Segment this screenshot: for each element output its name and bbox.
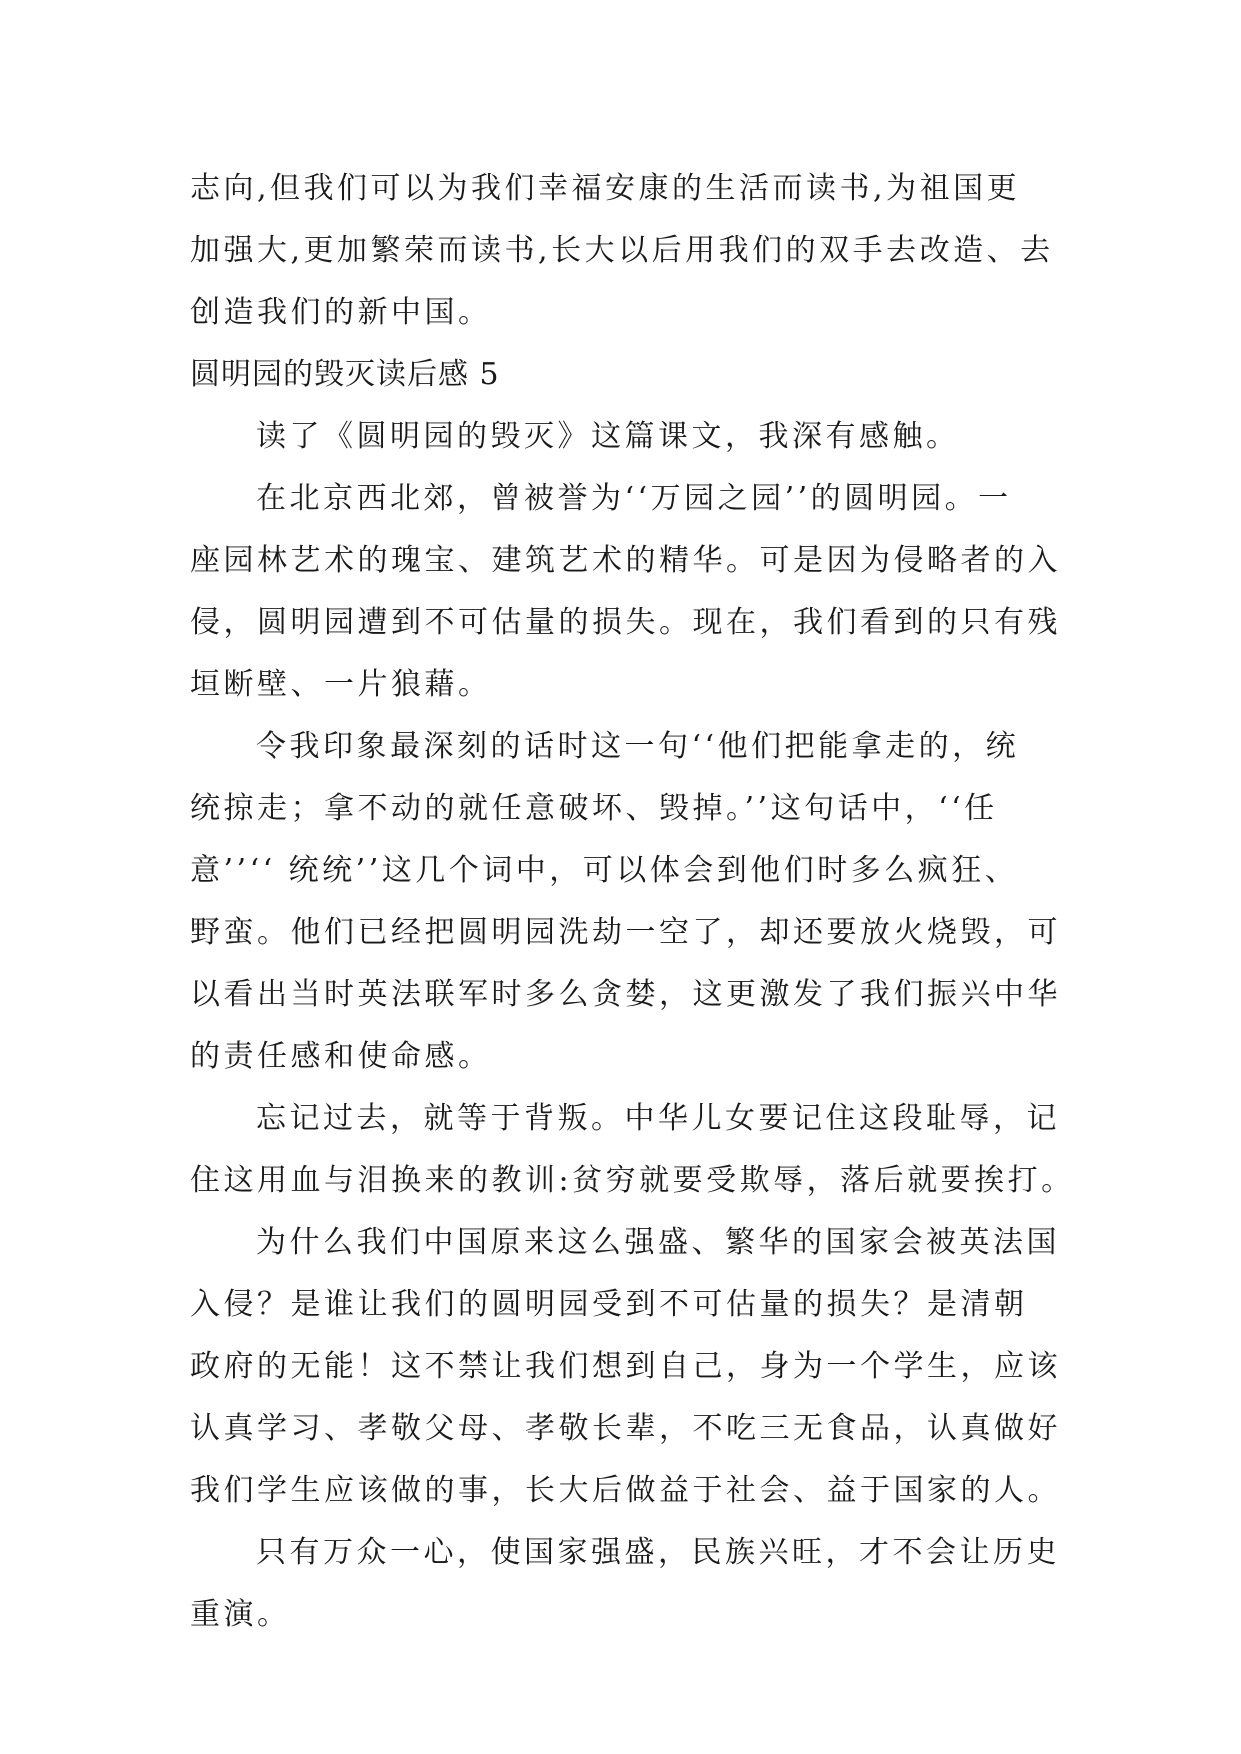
text-line: 只有万众一心，使国家强盛，民族兴旺，才不会让历史 <box>256 1535 1060 1570</box>
text-line: 统掠走；拿不动的就任意破坏、毁掉。’’这句话中，‘‘任 <box>190 791 998 826</box>
text-line: 住这用血与泪换来的教训:贫穷就要受欺辱，落后就要挨打。 <box>190 1163 1075 1198</box>
text-line: 为什么我们中国原来这么强盛、繁华的国家会被英法国 <box>256 1225 1060 1260</box>
paragraph <box>190 406 1050 468</box>
text-line: 我们学生应该做的事，长大后做益于社会、益于国家的人。 <box>190 1473 1061 1508</box>
paragraph <box>190 1522 1060 1646</box>
text-line: 创造我们的新中国。 <box>190 295 492 330</box>
text-line: 读了《圆明园的毁灭》这篇课文，我深有感触。 <box>256 419 960 454</box>
paragraph <box>190 716 1061 1088</box>
text-line: 垣断壁、一片狼藉。 <box>190 667 492 702</box>
text-line: 入侵？是谁让我们的圆明园受到不可估量的损失？是清朝 <box>190 1287 1028 1322</box>
paragraph <box>190 1088 1075 1212</box>
text-line: 野蛮。他们已经把圆明园洗劫一空了，却还要放火烧毁，可 <box>190 915 1061 950</box>
section-heading: 圆明园的毁灭读后感 5 <box>190 357 500 392</box>
text-line: 意’’‘‘ 统统’’这几个词中，可以体会到他们时多么疯狂、 <box>190 853 1019 888</box>
text-line: 忘记过去，就等于背叛。中华儿女要记住这段耻辱，记 <box>256 1101 1060 1136</box>
text-line: 侵，圆明园遭到不可估量的损失。现在，我们看到的只有残 <box>190 605 1061 640</box>
paragraph <box>190 468 1061 716</box>
paragraph <box>190 1212 1061 1522</box>
text-line: 在北京西北郊，曾被誉为‘‘万园之园’’的圆明园。一 <box>256 481 1012 516</box>
text-line: 座园林艺术的瑰宝、建筑艺术的精华。可是因为侵略者的入 <box>190 543 1061 578</box>
document-body <box>190 158 1075 1646</box>
text-line: 的责任感和使命感。 <box>190 1039 492 1074</box>
text-line: 令我印象最深刻的话时这一句‘‘他们把能拿走的，统 <box>256 729 1020 764</box>
text-line: 志向,但我们可以为我们幸福安康的生活而读书,为祖国更 <box>190 171 1021 206</box>
text-line: 加强大,更加繁荣而读书,长大以后用我们的双手去改造、去 <box>190 233 1054 268</box>
text-line: 认真学习、孝敬父母、孝敬长辈，不吃三无食品，认真做好 <box>190 1411 1061 1446</box>
text-line: 以看出当时英法联军时多么贪婪，这更激发了我们振兴中华 <box>190 977 1061 1012</box>
text-line: 重演。 <box>190 1597 291 1632</box>
text-line: 政府的无能！这不禁让我们想到自己，身为一个学生，应该 <box>190 1349 1061 1384</box>
